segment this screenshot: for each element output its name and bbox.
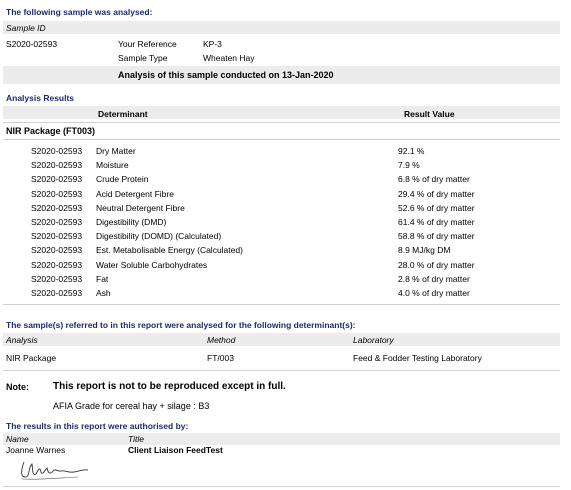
result-value: 2.8 % of dry matter: [398, 273, 470, 284]
result-determinant: Digestibility (DOMD) (Calculated): [96, 231, 222, 242]
result-determinant: Moisture: [96, 160, 129, 171]
result-determinant: Digestibility (DMD): [96, 217, 167, 227]
your-reference-value: KP-3: [203, 39, 222, 49]
result-determinant: Water Soluble Carbohydrates: [96, 259, 208, 270]
result-sample-id: S2020-02593: [31, 160, 83, 171]
result-sample-id: S2020-02593: [31, 174, 83, 185]
divider: [3, 122, 560, 123]
authoriser-name: Joanne Warnes: [6, 445, 66, 455]
result-sample-id: S2020-02593: [31, 188, 83, 199]
result-determinant: Fat: [96, 273, 109, 284]
afia-grade: AFIA Grade for cereal hay + silage : B3: [53, 401, 210, 411]
determinant-analysis: NIR Package: [6, 353, 57, 363]
result-sample-id: S2020-02593: [31, 217, 83, 227]
result-sample-id: S2020-02593: [31, 146, 83, 156]
sample-section-header: The following sample was analysed:: [6, 7, 153, 17]
determinant-section-header: The sample(s) referred to in this report were analysed for the following determinant(s):: [6, 320, 356, 330]
result-sample-id: S2020-02593: [31, 273, 83, 284]
determinant-laboratory: Feed & Fodder Testing Laboratory: [353, 353, 482, 363]
divider: [3, 304, 560, 305]
signature-image: [18, 458, 98, 484]
sample-id-label: Sample ID: [6, 23, 46, 33]
result-sample-id: S2020-02593: [31, 231, 83, 242]
sample-type-label: Sample Type: [118, 53, 168, 63]
result-value: 6.8 % of dry matter: [398, 174, 470, 185]
result-column-header: Result Value: [404, 109, 455, 119]
note-label: Note:: [6, 382, 29, 392]
authorised-section-header: The results in this report were authorised by:: [6, 421, 189, 431]
note-text: This report is not to be reproduced except in full.: [53, 381, 286, 392]
result-sample-id: S2020-02593: [31, 288, 83, 298]
sample-id-value: S2020-02593: [6, 39, 58, 49]
method-column-header: Method: [207, 335, 236, 345]
result-determinant: Dry Matter: [96, 146, 136, 156]
laboratory-column-header: Laboratory: [353, 335, 394, 345]
result-sample-id: S2020-02593: [31, 259, 83, 270]
result-value: 28.0 % of dry matter: [398, 259, 475, 270]
divider: [3, 486, 560, 487]
title-column-header: Title: [128, 434, 144, 444]
analysis-date: Analysis of this sample conducted on 13-Jan-2020: [118, 70, 334, 80]
result-value: 29.4 % of dry matter: [398, 188, 475, 199]
result-value: 61.4 % of dry matter: [398, 217, 475, 227]
result-value: 8.9 MJ/kg DM: [398, 245, 451, 256]
determinant-method: FT/003: [207, 353, 234, 363]
analysis-column-header: Analysis: [6, 335, 38, 345]
divider: [3, 370, 560, 371]
result-determinant: Crude Protein: [96, 174, 149, 185]
result-sample-id: S2020-02593: [31, 245, 83, 256]
authoriser-title: Client Liaison FeedTest: [128, 445, 223, 455]
determinant-column-header: Determinant: [98, 109, 148, 119]
result-value: 92.1 %: [398, 146, 425, 156]
result-determinant: Neutral Detergent Fibre: [96, 202, 185, 213]
result-value: 7.9 %: [398, 160, 420, 171]
result-determinant: Acid Detergent Fibre: [96, 188, 174, 199]
result-sample-id: S2020-02593: [31, 202, 83, 213]
package-title: NIR Package (FT003): [6, 126, 96, 136]
sample-type-value: Wheaten Hay: [203, 53, 255, 63]
sample-id-band: [3, 21, 560, 34]
determinant-column-band: [3, 333, 560, 346]
analysis-results-header: Analysis Results: [6, 93, 75, 103]
name-column-header: Name: [6, 434, 29, 444]
result-value: 52.6 % of dry matter: [398, 202, 475, 213]
result-value: 58.8 % of dry matter: [398, 231, 475, 242]
divider: [3, 139, 560, 140]
result-determinant: Est. Metabolisable Energy (Calculated): [96, 245, 243, 256]
result-value: 4.0 % of dry matter: [398, 288, 470, 298]
authorised-column-band: [3, 433, 560, 445]
your-reference-label: Your Reference: [118, 39, 177, 49]
result-determinant: Ash: [96, 288, 111, 298]
results-column-band: [3, 106, 560, 119]
